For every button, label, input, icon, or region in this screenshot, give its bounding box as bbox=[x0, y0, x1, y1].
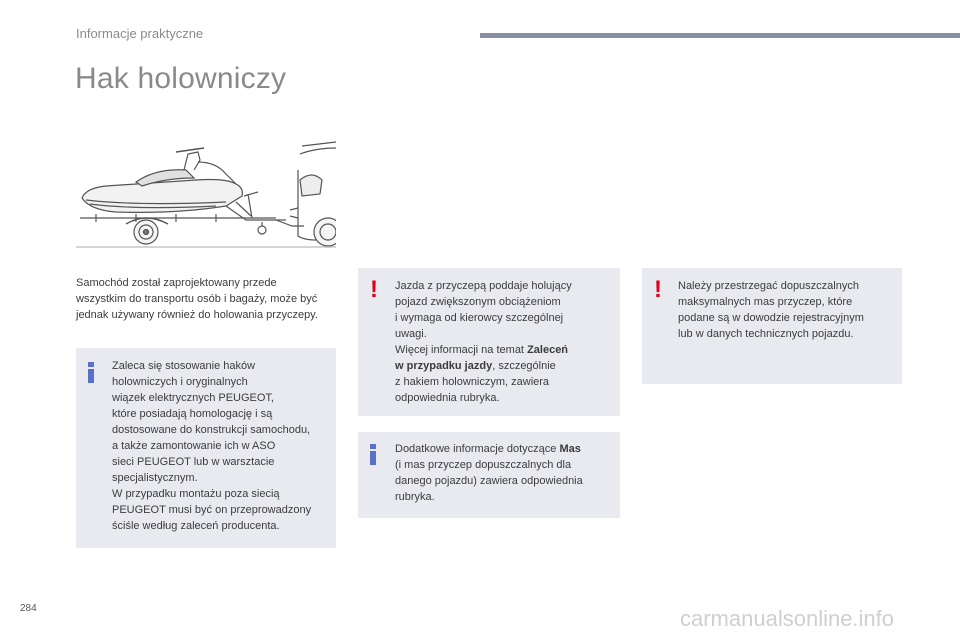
warning-middle-line: uwagi. bbox=[395, 328, 427, 340]
info-middle-line: rubryka. bbox=[395, 491, 435, 503]
jet-ski-trailer-illustration bbox=[76, 140, 336, 250]
warning-box-right-text bbox=[678, 278, 900, 342]
warning-middle-line: i wymaga od kierowcy szczególnej bbox=[395, 312, 564, 324]
info-box-middle bbox=[358, 432, 620, 518]
info-box-left-text bbox=[112, 358, 334, 534]
info-left-line: holowniczych i oryginalnych bbox=[112, 376, 248, 388]
warning-middle-line-ref-2 bbox=[395, 358, 617, 374]
warning-middle-ref-bold-1: Zaleceń bbox=[527, 344, 569, 356]
warning-right-line: maksymalnych mas przyczep, które bbox=[678, 296, 853, 308]
info-box-middle-text bbox=[395, 441, 617, 505]
page-title: Hak holowniczy bbox=[75, 62, 287, 95]
intro-text: Samochód został zaprojektowany przede wszystkim do transportu osób i bagaży, może być jednak używany również do holowania przyczepy. bbox=[76, 277, 318, 321]
info-middle-line: (i mas przyczep dopuszczalnych dla bbox=[395, 459, 572, 471]
info-left-line: specjalistycznym. bbox=[112, 472, 198, 484]
warning-icon: ! bbox=[370, 276, 378, 303]
warning-middle-tail-line: odpowiednia rubryka. bbox=[395, 392, 500, 404]
info-middle-prefix: Dodatkowe informacje dotyczące bbox=[395, 443, 557, 455]
warning-box-right bbox=[642, 268, 902, 384]
header-accent-bar bbox=[480, 33, 960, 38]
warning-box-middle-text bbox=[395, 278, 617, 406]
warning-box-middle bbox=[358, 268, 620, 416]
info-left-line: a także zamontowanie ich w ASO bbox=[112, 440, 276, 452]
info-middle-first-line bbox=[395, 441, 617, 457]
warning-right-line: Należy przestrzegać dopuszczalnych bbox=[678, 280, 859, 292]
warning-right-line: lub w danych technicznych pojazdu. bbox=[678, 328, 854, 340]
info-left-line: PEUGEOT musi być on przeprowadzony bbox=[112, 504, 312, 516]
warning-middle-line: pojazd zwiększonym obciążeniom bbox=[395, 296, 561, 308]
warning-right-line: podane są w dowodzie rejestracyjnym bbox=[678, 312, 864, 324]
warning-middle-after-bold: , szczególnie bbox=[492, 360, 556, 372]
info-left-line: które posiadają homologację i są bbox=[112, 408, 273, 420]
info-middle-bold: Mas bbox=[559, 443, 581, 455]
warning-middle-ref-bold-2: w przypadku jazdy bbox=[395, 360, 493, 372]
info-left-line: ściśle według zaleceń producenta. bbox=[112, 520, 280, 532]
warning-middle-line: Jazda z przyczepą poddaje holujący bbox=[395, 280, 572, 292]
watermark: carmanualsonline.info bbox=[680, 606, 895, 631]
page-number: 284 bbox=[20, 603, 37, 614]
info-left-line: Zaleca się stosowanie haków bbox=[112, 360, 256, 372]
info-left-line: wiązek elektrycznych PEUGEOT, bbox=[112, 392, 274, 404]
warning-icon: ! bbox=[654, 276, 662, 303]
info-left-line: W przypadku montażu poza siecią bbox=[112, 488, 280, 500]
section-label: Informacje praktyczne bbox=[76, 26, 204, 41]
warning-middle-tail-line: z hakiem holowniczym, zawiera bbox=[395, 376, 550, 388]
info-middle-line: danego pojazdu) zawiera odpowiednia bbox=[395, 475, 583, 487]
warning-middle-line-ref bbox=[395, 342, 617, 358]
warning-middle-ref-prefix: Więcej informacji na temat bbox=[395, 344, 524, 356]
info-left-line: sieci PEUGEOT lub w warsztacie bbox=[112, 456, 275, 468]
info-box-left bbox=[76, 348, 336, 548]
info-left-line: dostosowane do konstrukcji samochodu, bbox=[112, 424, 311, 436]
